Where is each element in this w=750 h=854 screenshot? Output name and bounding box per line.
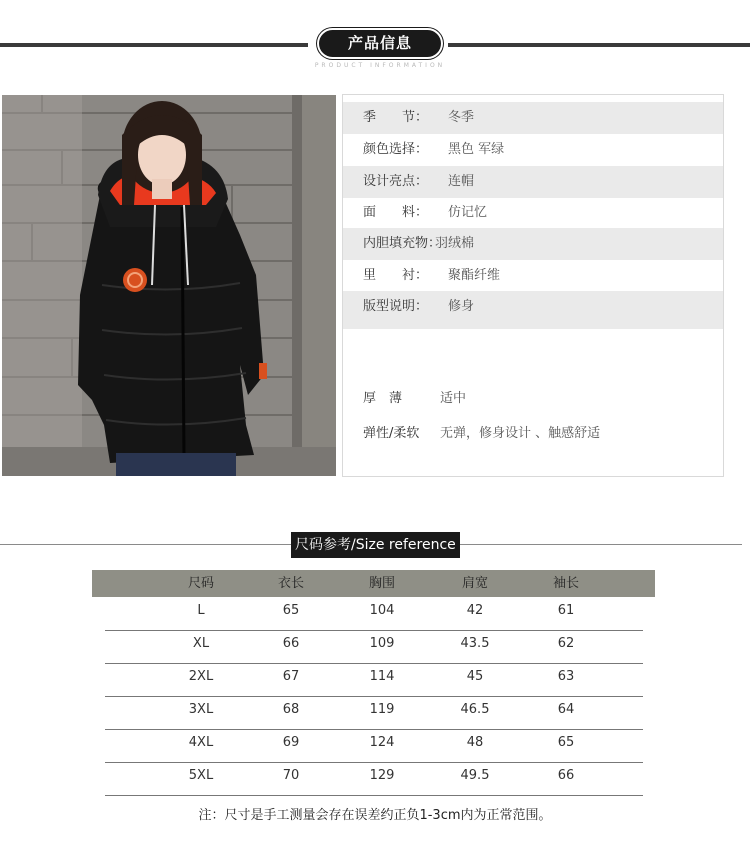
size-table-header	[92, 570, 655, 597]
info-label: 内胆填充物：	[363, 236, 442, 251]
table-cell: 43.5	[460, 636, 490, 651]
table-row	[105, 697, 643, 730]
table-cell: 119	[369, 702, 395, 717]
info-value: 黑色 军绿	[448, 142, 505, 157]
info-value: 连帽	[448, 174, 475, 189]
table-row	[105, 631, 643, 664]
table-cell: 49.5	[460, 768, 490, 783]
table-cell: 46.5	[460, 702, 490, 717]
header-shoulder: 肩宽	[461, 576, 488, 591]
thickness-label: 厚 薄	[363, 391, 403, 406]
info-row-lining	[343, 260, 723, 292]
product-photo	[2, 95, 336, 476]
info-row-spacer	[343, 323, 723, 329]
info-row-color	[343, 134, 723, 166]
header-divider-left	[0, 43, 308, 47]
table-cell: 66	[282, 636, 300, 651]
table-cell: 3XL	[188, 702, 214, 717]
table-cell: 109	[369, 636, 395, 651]
table-cell: 4XL	[188, 735, 214, 750]
info-value: 聚酯纤维	[448, 268, 501, 283]
info-value: 羽绒棉	[435, 236, 475, 251]
table-row	[105, 598, 643, 631]
info-label: 设计亮点：	[363, 174, 429, 189]
info-row-fabric	[343, 197, 723, 229]
table-row	[105, 730, 643, 763]
product-info-panel	[342, 94, 724, 477]
info-label: 季 节：	[363, 110, 429, 125]
table-cell: 104	[369, 603, 395, 618]
table-cell: 65	[557, 735, 575, 750]
table-cell: 63	[557, 669, 575, 684]
table-cell: 66	[557, 768, 575, 783]
table-cell: 61	[557, 603, 575, 618]
info-row-design	[343, 166, 723, 198]
table-cell: 2XL	[188, 669, 214, 684]
info-label: 版型说明：	[363, 299, 429, 314]
header-divider-right	[448, 43, 750, 47]
table-cell: 69	[282, 735, 300, 750]
header-length: 衣长	[277, 576, 304, 591]
info-value: 冬季	[448, 110, 475, 125]
table-cell: 48	[466, 735, 484, 750]
header-sleeve: 袖长	[552, 576, 579, 591]
row-divider	[105, 795, 643, 796]
info-row-fit	[343, 291, 723, 323]
section-subtitle: PRODUCT INFORMATION	[314, 62, 446, 69]
table-cell: 114	[369, 669, 395, 684]
header-size: 尺码	[187, 576, 214, 591]
thickness-value: 适中	[440, 391, 467, 406]
table-cell: 45	[466, 669, 484, 684]
info-value: 仿记忆	[448, 205, 488, 220]
info-value: 修身	[448, 299, 475, 314]
info-row-filling	[343, 228, 723, 260]
table-cell: L	[197, 603, 205, 618]
info-label: 颜色选择：	[363, 142, 429, 157]
table-cell: 124	[369, 735, 395, 750]
elasticity-value: 无弹，修身设计 、触感舒适	[440, 426, 601, 441]
info-label: 面 料：	[363, 205, 429, 220]
info-row-season	[343, 102, 723, 134]
table-cell: 67	[282, 669, 300, 684]
table-cell: 5XL	[188, 768, 214, 783]
table-cell: XL	[192, 636, 210, 651]
elasticity-label: 弹性/柔软	[363, 426, 420, 441]
table-row	[105, 763, 643, 796]
table-row	[105, 664, 643, 697]
table-cell: 65	[282, 603, 300, 618]
table-cell: 42	[466, 603, 484, 618]
header-bust: 胸围	[368, 576, 395, 591]
size-note: 注：尺寸是手工测量会存在误差约正负1-3cm内为正常范围。	[198, 808, 552, 823]
info-label: 里 衬：	[363, 268, 429, 283]
section-title-badge: 产品信息	[319, 30, 441, 57]
table-cell: 70	[282, 768, 300, 783]
table-cell: 68	[282, 702, 300, 717]
table-cell: 129	[369, 768, 395, 783]
size-reference-title: 尺码参考/Size reference	[291, 532, 460, 558]
table-cell: 62	[557, 636, 575, 651]
table-cell: 64	[557, 702, 575, 717]
